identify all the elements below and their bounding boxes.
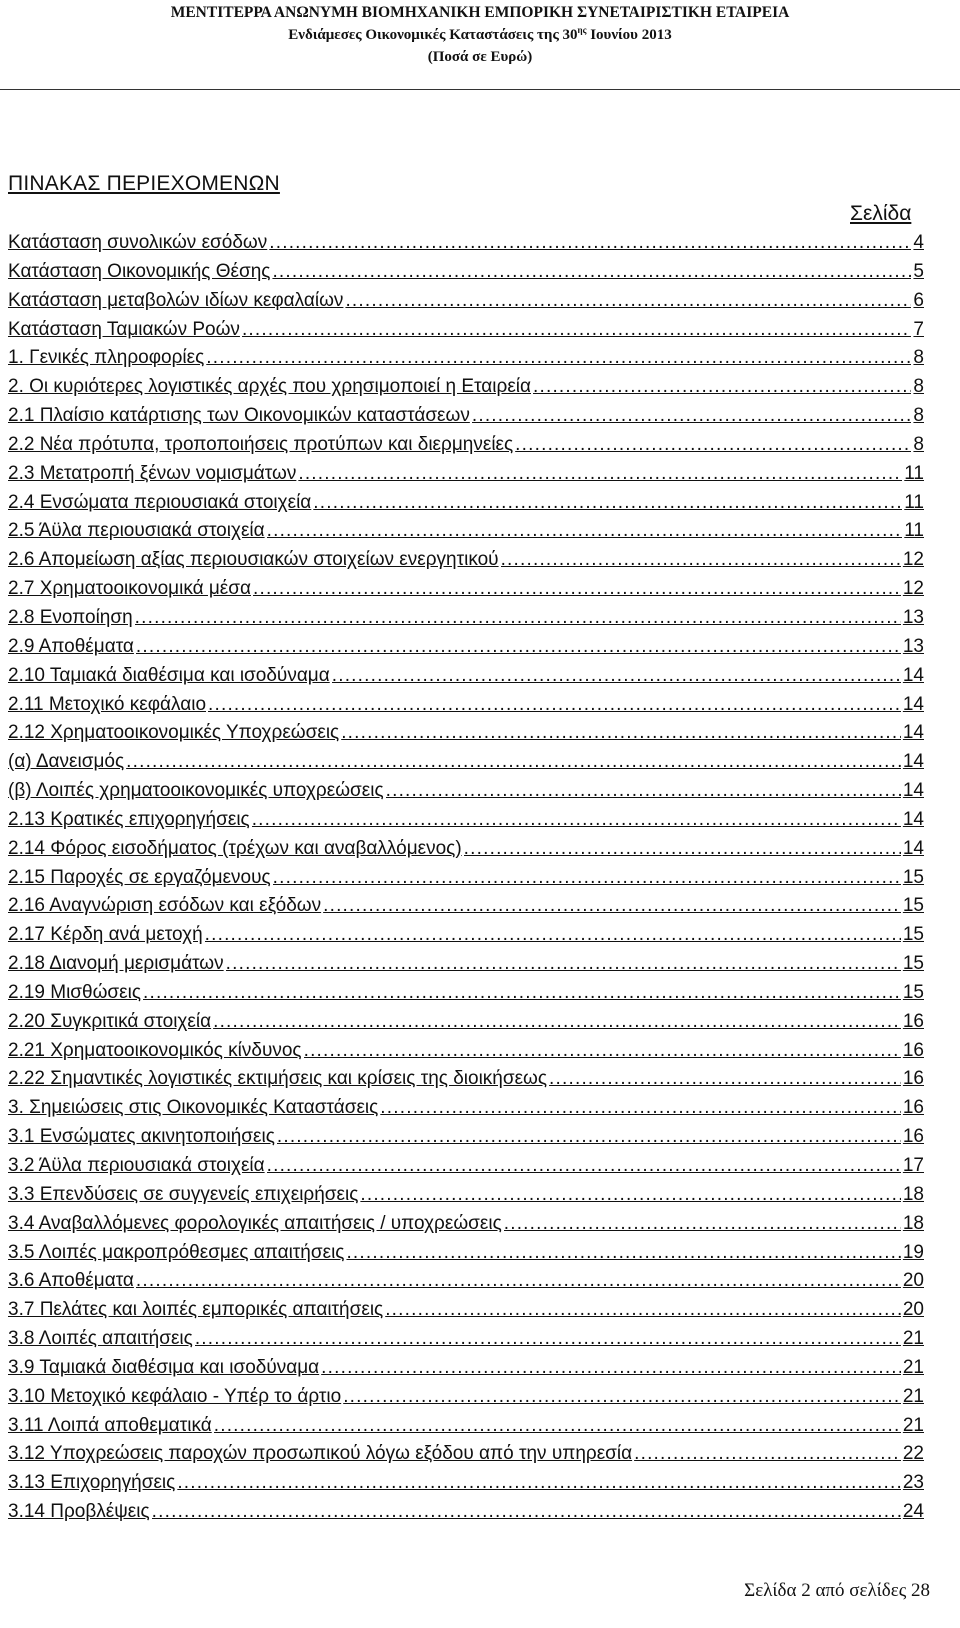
toc-entry-title: 3.3 Επενδύσεις σε συγγενείς επιχειρήσεις [8,1183,359,1205]
dot-leader [472,405,912,427]
toc-entry[interactable] [8,1443,924,1472]
dot-leader [323,895,901,917]
dot-leader [267,1155,901,1177]
toc-entry-page: 11 [904,520,924,542]
dot-leader [533,376,911,398]
toc-entry-page: 15 [902,895,924,917]
dot-leader [273,867,901,889]
toc-entry[interactable] [8,694,924,723]
toc-entry[interactable] [8,1097,924,1126]
toc-entry-page: 8 [913,376,924,398]
dot-leader [252,809,901,831]
toc-entry-page: 4 [913,232,924,253]
toc-entry-title: 2.2 Νέα πρότυπα, τροποποιήσεις προτύπων και διερμηνείες [8,433,514,455]
dot-leader [515,434,911,456]
dot-leader [126,751,901,773]
toc-entry-title: 2.9 Αποθέματα [8,635,134,657]
dot-leader [208,694,901,716]
toc-entry[interactable] [8,347,924,376]
dot-leader [277,1126,901,1148]
toc-entry-title: Κατάσταση Οικονομικής Θέσης [8,260,271,282]
toc-entry-title: Κατάσταση συνολικών εσόδων [8,232,268,253]
toc-entry-page: 5 [913,260,924,282]
toc-entry[interactable] [8,1184,924,1213]
toc-entry[interactable] [8,924,924,953]
toc-entry-page: 15 [902,953,924,975]
toc-entry[interactable] [8,895,924,924]
toc-entry-title: 2.5 Άϋλα περιουσιακά στοιχεία [8,520,265,542]
toc-entry-title: 3.4 Αναβαλλόμενες φορολογικές απαιτήσεις / υποχρεώσεις [8,1212,502,1234]
toc-entry-page: 14 [902,722,924,744]
toc-entry[interactable] [8,492,924,521]
dot-leader [136,1270,901,1292]
toc-entry-page: 6 [913,289,924,311]
toc-entry-page: 21 [902,1414,924,1436]
toc-entry-page: 21 [902,1328,924,1350]
toc-entry[interactable] [8,867,924,896]
toc-entry-title: 2.19 Μισθώσεις [8,981,142,1003]
toc-entry-title: 3.12 Υποχρεώσεις παροχών προσωπικού λόγω εξόδου από την υπηρεσία [8,1443,633,1465]
toc-entry-title: 2.6 Απομείωση αξίας περιουσιακών στοιχείων ενεργητικού [8,549,499,571]
dot-leader [304,1040,901,1062]
toc-entry[interactable] [8,405,924,434]
toc-entry[interactable] [8,1155,924,1184]
toc-entry-title: Κατάσταση μεταβολών ιδίων κεφαλαίων [8,289,344,311]
toc-entry[interactable] [8,809,924,838]
toc-entry-page: 13 [902,606,924,628]
toc-entry-title: 3.1 Ενσώματες ακινητοποιήσεις [8,1126,275,1148]
toc-entry-page: 24 [902,1501,924,1523]
toc-entry-title: (α) Δανεισμός [8,751,125,773]
toc-entry[interactable] [8,1386,924,1415]
dot-leader [267,520,903,542]
toc-entry-title: 3.14 Προβλέψεις [8,1501,150,1523]
toc-entry-title: 2.3 Μετατροπή ξένων νομισμάτων [8,462,297,484]
toc-entry-title: 2.14 Φόρος εισοδήματος (τρέχων και αναβαλλόμενος) [8,837,462,859]
toc-entry[interactable] [8,1299,924,1328]
toc-entry-page: 21 [902,1385,924,1407]
toc-entry[interactable] [8,290,924,319]
dot-leader [321,1357,901,1379]
toc-entry-page: 22 [902,1443,924,1465]
toc-entry-title: 2. Οι κυριότερες λογιστικές αρχές που χρησιμοποιεί η Εταιρεία [8,376,532,398]
toc-entry-title: 2.18 Διανομή μερισμάτων [8,953,224,975]
toc-entry-page: 12 [902,549,924,571]
dot-leader [343,1386,901,1408]
toc-title: ΠΙΝΑΚΑΣ ΠΕΡΙΕΧΟΜΕΝΩΝ [8,172,280,195]
document-header [0,0,960,68]
toc-entry[interactable] [8,1068,924,1097]
dot-leader [346,1242,900,1264]
dot-leader [205,924,901,946]
dot-leader [549,1068,901,1090]
toc-entry[interactable] [8,665,924,694]
subtitle-text: Ενδιάμεσες Οικονομικές Καταστάσεις της 30 [288,27,578,43]
toc-entry[interactable] [8,1357,924,1386]
toc-entry[interactable] [8,751,924,780]
toc-entry-title: 2.7 Χρηματοοικονομικά μέσα [8,578,251,600]
toc-entry-page: 16 [902,1068,924,1090]
toc-entry[interactable] [8,607,924,636]
toc-entry[interactable] [8,1126,924,1155]
toc-entry[interactable] [8,953,924,982]
dot-leader [386,780,901,802]
dot-leader [345,290,911,312]
toc-entry[interactable] [8,520,924,549]
toc-entry-page: 16 [902,1126,924,1148]
toc-entry[interactable] [8,232,924,261]
toc-entry-title: 2.13 Κρατικές επιχορηγήσεις [8,808,250,830]
dot-leader [504,1213,901,1235]
toc-entry-page: 18 [902,1212,924,1234]
toc-entry[interactable] [8,434,924,463]
toc-entry[interactable] [8,261,924,290]
toc-entry-page: 11 [904,491,924,513]
dot-leader [152,1501,901,1523]
dot-leader [360,1184,900,1206]
subtitle-ordinal: ης [577,25,587,35]
toc-entry[interactable] [8,1472,924,1501]
toc-entry[interactable] [8,578,924,607]
toc-entry-title: 2.12 Χρηματοοικονομικές Υποχρεώσεις [8,722,340,744]
toc-entry-page: 17 [902,1155,924,1176]
toc-entry-title: 3.11 Λοιπά αποθεματικά [8,1414,212,1436]
dot-leader [332,665,901,687]
toc-entry[interactable] [8,1040,924,1069]
dot-leader [226,953,901,975]
toc-entry[interactable] [8,1501,924,1530]
toc-entry-page: 12 [902,578,924,600]
toc-entry-title: 3.5 Λοιπές μακροπρόθεσμες απαιτήσεις [8,1241,345,1263]
dot-leader [341,722,901,744]
toc-entry-page: 20 [902,1299,924,1321]
toc-entry[interactable] [8,463,924,492]
toc-entry-page: 15 [902,924,924,946]
toc-entry-title: 2.1 Πλαίσιο κατάρτισης των Οικονομικών καταστάσεων [8,405,470,427]
toc-entry-page: 13 [902,635,924,657]
dot-leader [298,463,902,485]
toc-entry-title: 2.8 Ενοποίηση [8,606,133,628]
subtitle-date: Ιουνίου 2013 [586,27,672,43]
toc-entry-page: 11 [904,462,924,484]
dot-leader [464,838,901,860]
toc-entry-page: 23 [902,1472,924,1494]
dot-leader [143,982,901,1004]
toc-entry-title: 2.16 Αναγνώριση εσόδων και εξόδων [8,895,322,917]
dot-leader [214,1415,901,1437]
toc-entry[interactable] [8,1011,924,1040]
dot-leader [195,1328,901,1350]
toc-entry-page: 14 [902,693,924,715]
currency-note: (Ποσά σε Ευρώ) [427,49,533,65]
toc-entry-title: 2.4 Ενσώματα περιουσιακά στοιχεία [8,491,312,513]
toc-entry-title: 3.2 Άϋλα περιουσιακά στοιχεία [8,1155,265,1176]
toc-entry-page: 14 [902,751,924,773]
toc-entry-title: 2.15 Παροχές σε εργαζόμενους [8,866,271,888]
toc-entry-title: 2.10 Ταμιακά διαθέσιμα και ισοδύναμα [8,664,330,686]
dot-leader [177,1472,901,1494]
report-subtitle [0,24,960,46]
dot-leader [634,1443,901,1465]
toc-entry-page: 8 [913,433,924,455]
toc-entry-title: 1. Γενικές πληροφορίες [8,347,205,369]
toc-entry-page: 19 [902,1241,924,1263]
toc-entry[interactable] [8,1213,924,1242]
toc-entry-page: 15 [902,981,924,1003]
toc-entry-page: 21 [902,1356,924,1378]
toc-entry-page: 18 [902,1183,924,1205]
toc-entry-title: 3.8 Λοιπές απαιτήσεις [8,1328,193,1350]
toc-entry-page: 8 [913,347,924,369]
toc-entry[interactable] [8,722,924,751]
dot-leader [385,1299,901,1321]
company-name: ΜΕΝΤΙΤΕΡΡΑ ΑΝΩΝΥΜΗ ΒΙΟΜΗΧΑΝΙΚΗ ΕΜΠΟΡΙΚΗ ΣΥΝΕΤΑΙΡΙΣΤΙΚΗ ΕΤΑΙΡΕΙΑ [170,4,790,21]
toc-entry-page: 15 [902,866,924,888]
dot-leader [269,232,911,254]
toc-entry[interactable] [8,319,924,348]
dot-leader [253,578,901,600]
dot-leader [135,607,901,629]
page-footer: Σελίδα 2 από σελίδες 28 [744,1580,930,1601]
dot-leader [272,261,911,283]
toc-entry-title: 3.10 Μετοχικό κεφάλαιο - Υπέρ το άρτιο [8,1385,342,1407]
toc-entry-page: 14 [902,837,924,859]
dot-leader [206,347,911,369]
toc-entry-title: Κατάσταση Ταμιακών Ροών [8,318,240,340]
toc-entry-title: 3.9 Ταμιακά διαθέσιμα και ισοδύναμα [8,1356,320,1378]
toc-entry-title: 2.20 Συγκριτικά στοιχεία [8,1010,212,1032]
toc-entry[interactable] [8,982,924,1011]
toc-entry-page: 16 [902,1097,924,1119]
toc-entry-page: 14 [902,780,924,802]
toc-entry[interactable] [8,549,924,578]
toc-entry-page: 20 [902,1270,924,1292]
toc-entry-page: 16 [902,1010,924,1032]
dot-leader [380,1097,901,1119]
toc-entry-title: 2.17 Κέρδη ανά μετοχή [8,924,203,946]
toc-entry[interactable] [8,1415,924,1444]
dot-leader [313,492,902,514]
toc-entry-title: 3. Σημειώσεις στις Οικονομικές Καταστάσεις [8,1097,379,1119]
dot-leader [242,319,911,341]
dot-leader [501,549,901,571]
toc-entry-page: 16 [902,1039,924,1061]
toc-entry-page: 14 [902,664,924,686]
toc-entry[interactable] [8,636,924,665]
toc-entry-page: 7 [913,318,924,340]
header-divider [0,89,960,90]
toc-entry[interactable] [8,1270,924,1299]
toc-entry-title: 3.6 Αποθέματα [8,1270,134,1292]
toc-entry-title: (β) Λοιπές χρηματοοικονομικές υποχρεώσεις [8,780,384,802]
toc-entry[interactable] [8,838,924,867]
toc-entry[interactable] [8,1242,924,1271]
toc-entry-title: 3.13 Επιχορηγήσεις [8,1472,176,1494]
dot-leader [213,1011,901,1033]
page-column-label: Σελίδα [850,202,912,225]
dot-leader [136,636,901,658]
toc-entry-page: 14 [902,808,924,830]
toc-entry[interactable] [8,376,924,405]
toc-entry-title: 2.11 Μετοχικό κεφάλαιο [8,693,207,715]
toc-list [8,232,924,1530]
toc-entry[interactable] [8,1328,924,1357]
toc-entry-title: 2.21 Χρηματοοικονομικός κίνδυνος [8,1039,302,1061]
toc-entry[interactable] [8,780,924,809]
toc-entry-title: 3.7 Πελάτες και λοιπές εμπορικές απαιτήσεις [8,1299,384,1321]
toc-entry-title: 2.22 Σημαντικές λογιστικές εκτιμήσεις και κρίσεις της διοικήσεως [8,1068,548,1090]
toc-entry-page: 8 [913,405,924,427]
